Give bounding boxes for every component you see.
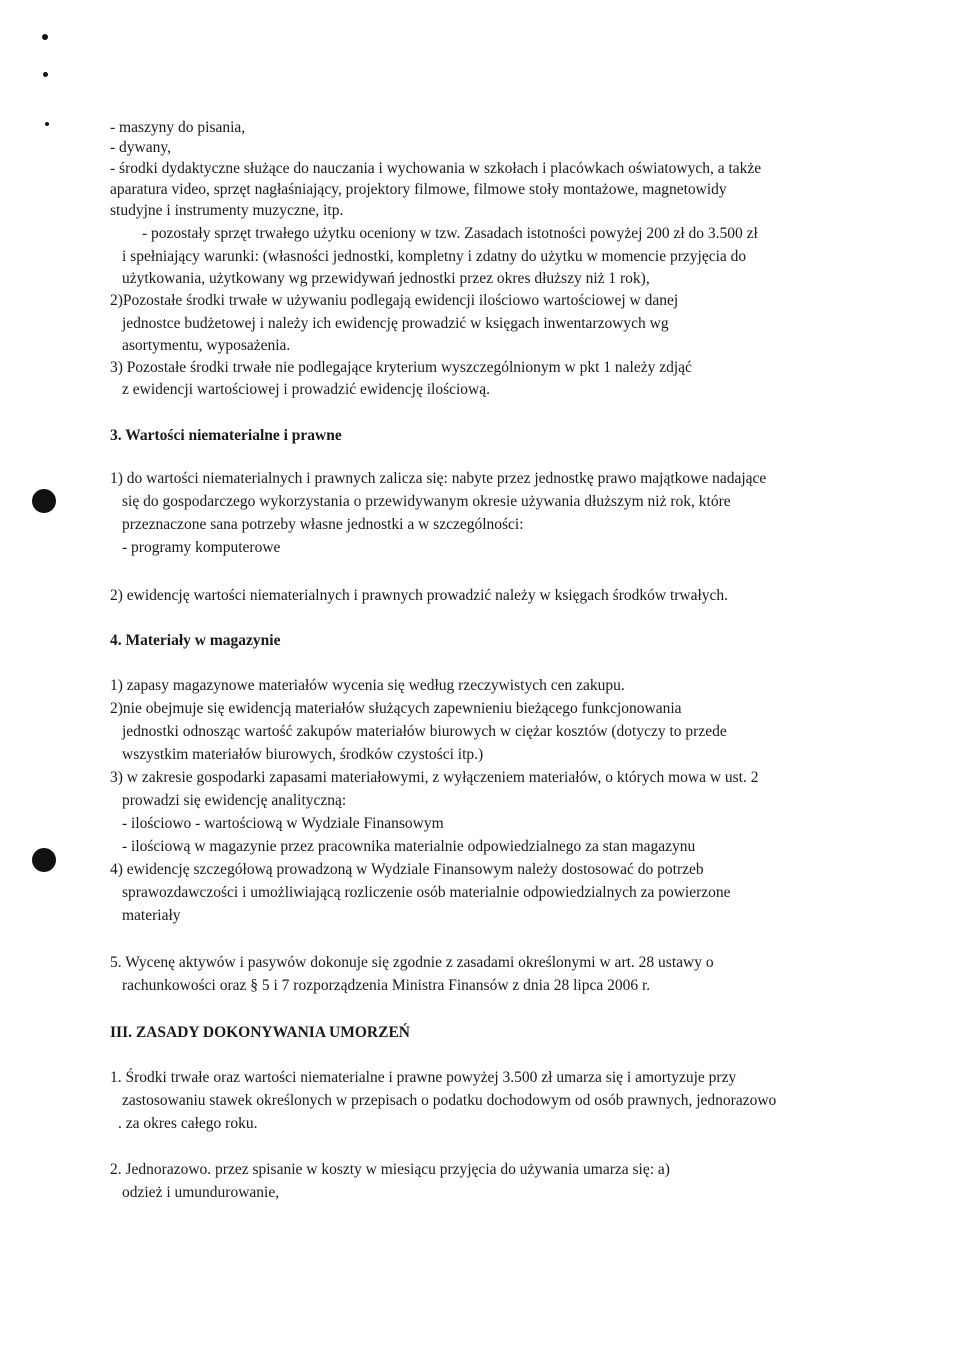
- section-heading: 4. Materiały w magazynie: [110, 632, 281, 649]
- text-line: i spełniający warunki: (własności jednostki, kompletny i zdatny do użytku w momencie przyjęcia do: [122, 248, 747, 265]
- text-line: 1) zapasy magazynowe materiałów wycenia się według rzeczywistych cen zakupu.: [110, 677, 625, 694]
- text-line: 2)Pozostałe środki trwałe w używaniu podlegają ewidencji ilościowo wartościowej w danej: [110, 292, 679, 309]
- text-line: aparatura video, sprzęt nagłaśniający, projektory filmowe, filmowe stoły montażowe, magnetowidy: [110, 181, 727, 198]
- scan-mark-dot: [43, 72, 48, 77]
- text-line: 4) ewidencję szczegółową prowadzoną w Wydziale Finansowym należy dostosować do potrzeb: [110, 861, 704, 878]
- text-line: . za okres całego roku.: [118, 1115, 258, 1132]
- text-line: 1. Środki trwałe oraz wartości niematerialne i prawne powyżej 3.500 zł umarza się i amortyzuje przy: [110, 1069, 737, 1086]
- text-line: studyjne i instrumenty muzyczne, itp.: [110, 202, 344, 219]
- text-line: 3) Pozostałe środki trwałe nie podlegające kryterium wyszczególnionym w pkt 1 należy zdjąć: [110, 359, 692, 376]
- text-line: prowadzi się ewidencję analityczną:: [122, 792, 347, 809]
- punch-hole-mark: [32, 848, 56, 872]
- scan-mark-dot: [45, 122, 49, 126]
- text-line: rachunkowości oraz § 5 i 7 rozporządzenia Ministra Finansów z dnia 28 lipca 2006 r.: [122, 977, 651, 994]
- text-line: 2. Jednorazowo. przez spisanie w koszty w miesiącu przyjęcia do używania umarza się: a): [110, 1161, 670, 1178]
- text-line: wszystkim materiałów biurowych, środków czystości itp.): [122, 746, 484, 763]
- text-line: materiały: [122, 907, 181, 924]
- text-line: 2) ewidencję wartości niematerialnych i prawnych prowadzić należy w księgach środków trwałych.: [110, 587, 729, 604]
- text-line: 3) w zakresie gospodarki zapasami materiałowymi, z wyłączeniem materiałów, o których mowa w ust. 2: [110, 769, 759, 786]
- text-line: 5. Wycenę aktywów i pasywów dokonuje się zgodnie z zasadami określonymi w art. 28 ustawy o: [110, 954, 714, 971]
- text-line: - pozostały sprzęt trwałego użytku oceniony w tzw. Zasadach istotności powyżej 200 zł do 3.500 zł: [142, 225, 758, 242]
- text-line: zastosowaniu stawek określonych w przepisach o podatku dochodowym od osób prawnych, jednorazowo: [122, 1092, 777, 1109]
- text-line: 2)nie obejmuje się ewidencją materiałów służących zapewnieniu bieżącego funkcjonowania: [110, 700, 682, 717]
- text-line: przeznaczone sana potrzeby własne jednostki a w szczególności:: [122, 516, 524, 533]
- text-line: z ewidencji wartościowej i prowadzić ewidencję ilościową.: [122, 381, 490, 398]
- text-line: - ilościowo - wartościową w Wydziale Finansowym: [122, 815, 444, 832]
- text-line: - dywany,: [110, 139, 171, 156]
- text-line: użytkowania, użytkowany wg przewidywań jednostki przez okres dłuższy niż 1 rok),: [122, 270, 650, 287]
- chapter-heading: III. ZASADY DOKONYWANIA UMORZEŃ: [110, 1024, 410, 1041]
- text-line: odzież i umundurowanie,: [122, 1184, 280, 1201]
- scan-mark-dot: [42, 34, 48, 40]
- punch-hole-mark: [32, 489, 56, 513]
- text-line: się do gospodarczego wykorzystania o przewidywanym okresie używania dłuższym niż rok, które: [122, 493, 731, 510]
- text-line: 1) do wartości niematerialnych i prawnych zalicza się: nabyte przez jednostkę prawo majątkowe nadające: [110, 470, 767, 487]
- text-line: jednostki odnosząc wartość zakupów materiałów biurowych w ciężar kosztów (dotyczy to przede: [122, 723, 727, 740]
- text-line: - programy komputerowe: [122, 539, 281, 556]
- text-line: jednostce budżetowej i należy ich ewidencję prowadzić w księgach inwentarzowych wg: [122, 315, 669, 332]
- text-line: - środki dydaktyczne służące do nauczania i wychowania w szkołach i placówkach oświatowych, a także: [110, 160, 762, 177]
- section-heading: 3. Wartości niematerialne i prawne: [110, 427, 342, 444]
- text-line: - maszyny do pisania,: [110, 119, 246, 136]
- text-line: - ilościową w magazynie przez pracownika materialnie odpowiedzialnego za stan magazynu: [122, 838, 696, 855]
- text-line: asortymentu, wyposażenia.: [122, 337, 291, 354]
- text-line: sprawozdawczości i umożliwiającą rozliczenie osób materialnie odpowiedzialnych za powierzone: [122, 884, 731, 901]
